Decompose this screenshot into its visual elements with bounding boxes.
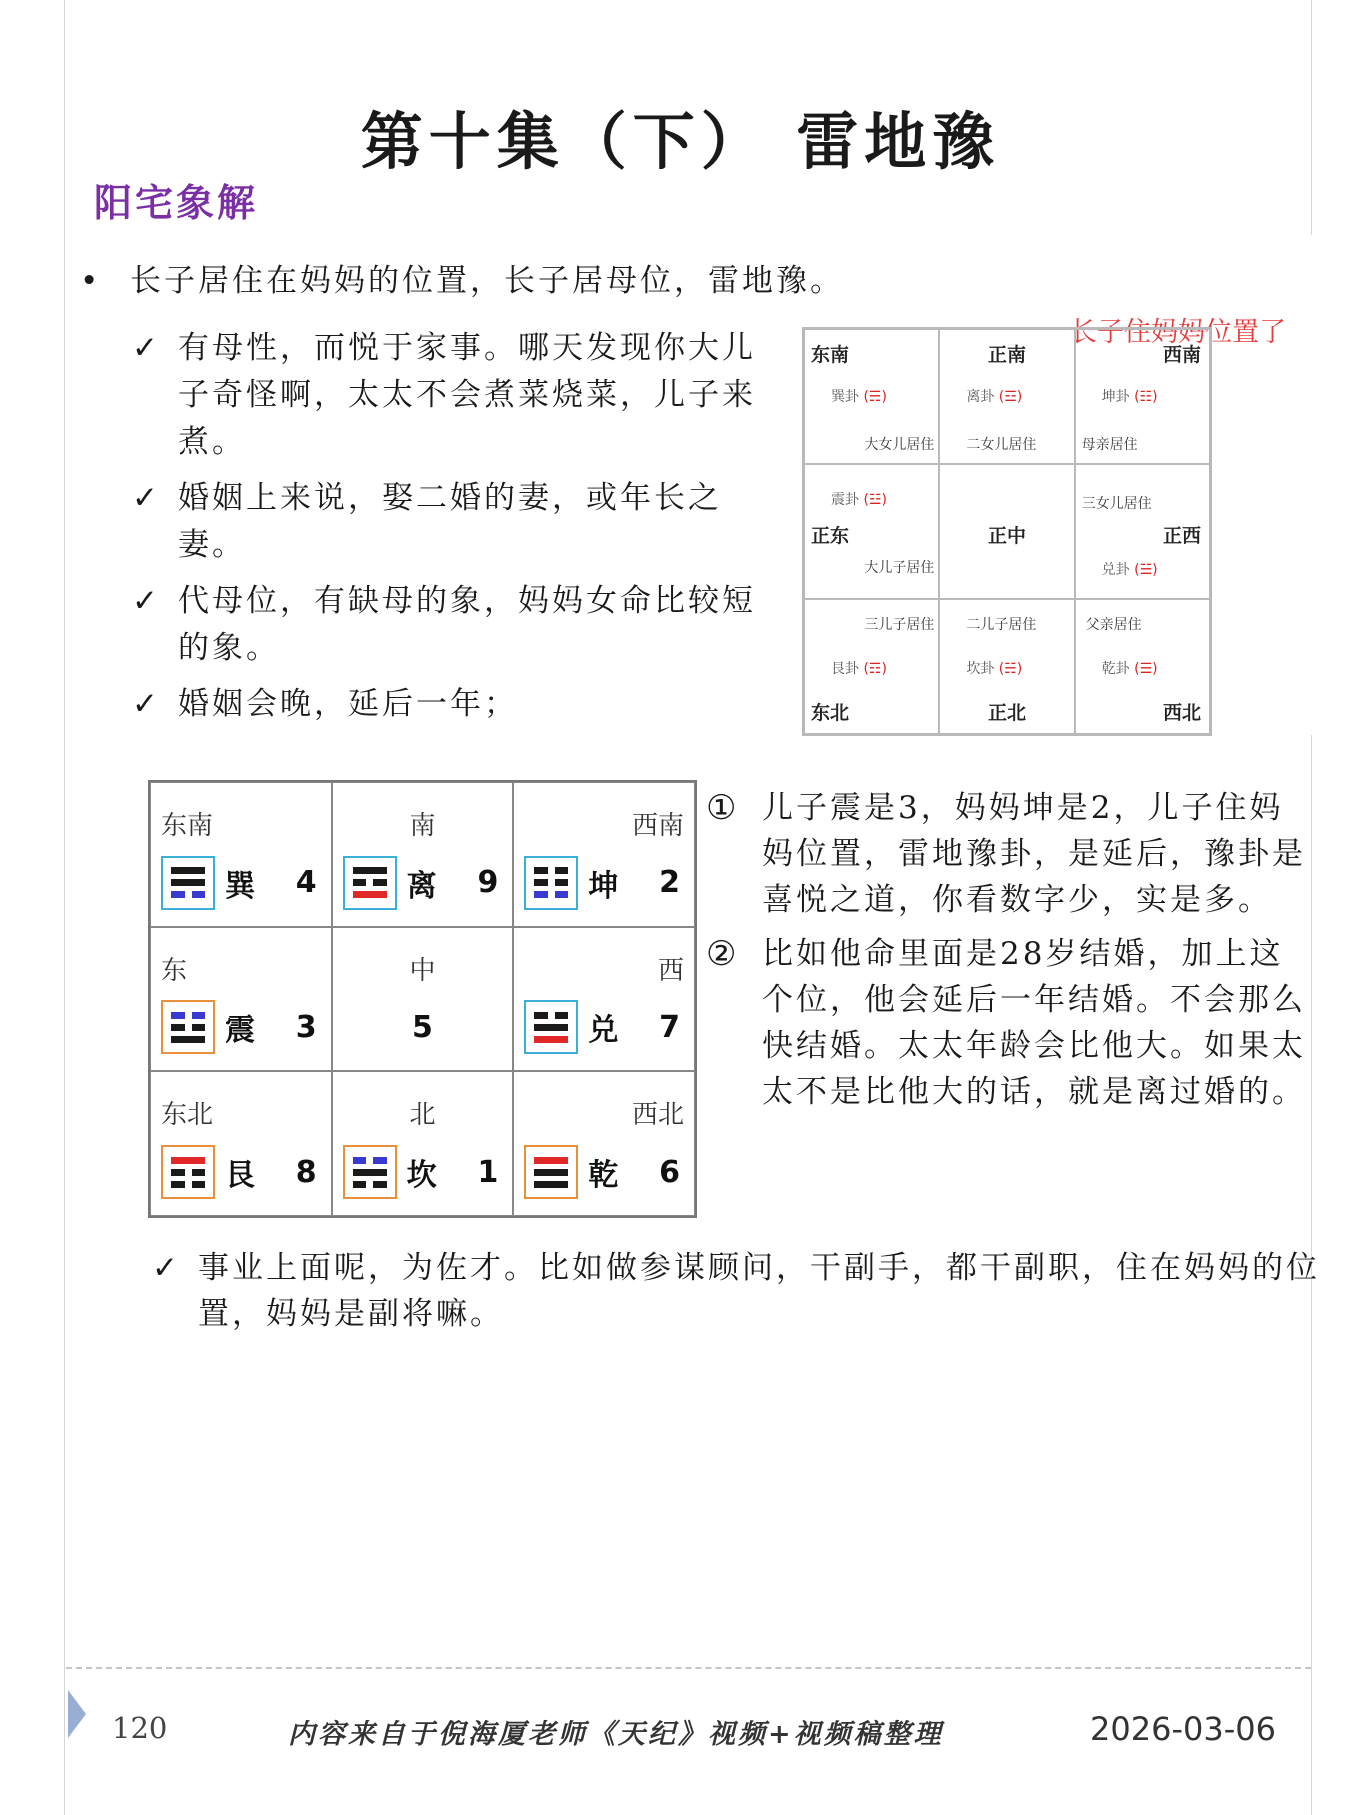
check-text: 婚姻上来说，娶二婚的妻，或年长之妻。 — [178, 480, 722, 563]
trigram-li-icon — [343, 856, 397, 910]
trigram-number: 1 — [477, 1154, 499, 1190]
check-icon: ✓ — [132, 480, 161, 516]
gua-label: 震卦 (☳) — [831, 492, 887, 508]
grid-cell-northwest — [513, 1071, 695, 1216]
trigram-kan-icon — [343, 1145, 397, 1199]
direction-label: 东 — [161, 955, 188, 986]
check-icon: ✓ — [132, 583, 161, 619]
main-bullet-text: 长子居住在妈妈的位置，长子居母位，雷地豫。 — [130, 263, 844, 299]
gua-label: 兑卦 (☱) — [1101, 562, 1158, 578]
check-text: 代母位，有缺母的象，妈妈女命比较短的象。 — [178, 583, 756, 666]
trigram-number: 2 — [659, 865, 680, 901]
check-item — [132, 475, 772, 569]
footer-date: 2026-03-06 — [1090, 1710, 1276, 1748]
trigram-name: 艮 — [225, 1158, 255, 1193]
trigram-zhen-icon — [161, 1000, 215, 1054]
main-bullet — [80, 255, 844, 300]
gua-label: 乾卦 (☰) — [1101, 661, 1158, 677]
check-item — [152, 1245, 1348, 1337]
direction-label: 东南 — [161, 811, 214, 841]
check-text: 事业上面呢，为佐才。比如做参谋顾问，干副手，都干副职，住在妈妈的位置，妈妈是副将嘛。 — [198, 1250, 1320, 1332]
trigram-number: 3 — [295, 1009, 317, 1045]
trigram-symbol: (☱) — [1134, 562, 1158, 578]
direction-label: 正中 — [987, 525, 1026, 547]
grid-cell-southeast — [804, 329, 939, 464]
check-text: 有母性，而悦于家事。哪天发现你大儿子奇怪啊，太太不会煮菜烧菜，儿子来煮。 — [178, 330, 756, 460]
gua-label: 坎卦 (☵) — [966, 661, 1023, 677]
page-left-rule — [64, 0, 65, 1815]
residence-bagua-grid — [802, 327, 1212, 736]
resident-label: 父亲居住 — [1085, 617, 1142, 633]
check-icon: ✓ — [132, 330, 161, 366]
note-number: ① — [706, 788, 740, 828]
direction-label: 西南 — [1162, 344, 1201, 366]
direction-label: 正南 — [987, 344, 1026, 366]
trigram-xun-icon — [161, 856, 215, 910]
check-item — [132, 578, 772, 672]
direction-label: 正东 — [811, 525, 850, 547]
grid-cell-east — [804, 464, 939, 599]
resident-label: 三女儿居住 — [1081, 496, 1152, 512]
gua-label: 坤卦 (☷) — [1101, 389, 1158, 405]
note-number: ② — [706, 934, 740, 974]
red-annotation: 长子住妈妈位置了 — [1070, 317, 1286, 348]
resident-label: 大女儿居住 — [864, 437, 935, 453]
trigram-name: 坎 — [406, 1158, 437, 1193]
trigram-gen-icon — [161, 1145, 215, 1199]
page-number: 120 — [112, 1711, 168, 1745]
page-title: 第十集（下） 雷地豫 — [360, 105, 1001, 178]
trigram-symbol: (☲) — [998, 389, 1023, 405]
direction-label: 东南 — [811, 344, 850, 366]
gua-label: 离卦 (☲) — [966, 389, 1023, 405]
trigram-dui-icon — [524, 1000, 578, 1054]
resident-label: 二儿子居住 — [966, 617, 1037, 633]
triangle-right-icon — [68, 1690, 86, 1738]
trigram-symbol: (☴) — [863, 389, 887, 405]
direction-label: 中 — [409, 955, 436, 986]
trigram-number: 9 — [477, 865, 499, 901]
direction-label: 北 — [409, 1100, 436, 1131]
grid-cell-northeast — [804, 599, 939, 734]
section-subtitle: 阳宅象解 — [94, 180, 259, 225]
check-item — [132, 325, 772, 466]
trigram-number: 6 — [659, 1154, 680, 1190]
grid-cell-south — [939, 329, 1074, 464]
check-icon: ✓ — [152, 1250, 181, 1286]
gua-label: 艮卦 (☶) — [831, 661, 887, 677]
check-item — [132, 681, 772, 728]
trigram-number: 7 — [659, 1009, 680, 1045]
trigram-symbol: (☰) — [1134, 661, 1158, 677]
grid-cell-north — [332, 1071, 514, 1216]
trigram-name: 兑 — [588, 1013, 619, 1049]
trigram-number: 4 — [295, 865, 317, 901]
resident-label: 三儿子居住 — [864, 617, 935, 633]
direction-label: 南 — [409, 811, 436, 841]
grid-cell-south — [332, 782, 514, 927]
direction-label: 东北 — [161, 1100, 214, 1131]
grid-cell-center — [332, 927, 514, 1072]
grid-cell-northeast — [150, 1071, 332, 1216]
numbered-notes — [706, 785, 1306, 1123]
check-text: 婚姻会晚，延后一年； — [178, 686, 518, 722]
direction-label: 正北 — [987, 702, 1026, 724]
grid-cell-southeast — [150, 782, 332, 927]
center-number: 5 — [412, 1009, 433, 1045]
note-item — [706, 931, 1306, 1115]
trigram-number: 8 — [295, 1154, 317, 1190]
grid-cell-north — [939, 599, 1074, 734]
resident-label: 二女儿居住 — [966, 437, 1037, 453]
trigram-symbol: (☳) — [863, 492, 887, 508]
direction-label: 西北 — [1162, 702, 1201, 724]
gua-label: 巽卦 (☴) — [831, 389, 887, 405]
grid-cell-west — [513, 927, 695, 1072]
direction-label: 西 — [657, 955, 684, 986]
grid-cell-center — [939, 464, 1074, 599]
trigram-symbol: (☵) — [998, 661, 1023, 677]
direction-label: 西北 — [631, 1100, 684, 1131]
grid-cell-southwest — [1075, 329, 1210, 464]
grid-cell-east — [150, 927, 332, 1072]
footer-source: 内容来自于倪海厦老师《天纪》视频+视频稿整理 — [288, 1719, 944, 1750]
trigram-name: 乾 — [588, 1158, 619, 1193]
grid-cell-west — [1075, 464, 1210, 599]
direction-label: 东北 — [811, 702, 850, 724]
trigram-qian-icon — [524, 1145, 578, 1199]
trigram-name: 坤 — [588, 868, 619, 904]
checklist — [132, 325, 772, 737]
trigram-symbol: (☶) — [863, 661, 887, 677]
trigram-name: 离 — [406, 868, 437, 904]
direction-label: 正西 — [1162, 525, 1201, 547]
luoshu-number-grid — [148, 780, 697, 1218]
trigram-name: 巽 — [225, 868, 255, 904]
bullet-dot-icon: • — [80, 263, 102, 299]
footer-divider — [66, 1667, 1311, 1669]
trigram-symbol: (☷) — [1134, 389, 1158, 405]
trigram-name: 震 — [225, 1013, 255, 1049]
check-icon: ✓ — [132, 686, 161, 722]
direction-label: 西南 — [631, 811, 684, 841]
grid-cell-northwest — [1075, 599, 1210, 734]
note-item — [706, 785, 1306, 923]
note-text: 比如他命里面是28岁结婚，加上这个位，他会延后一年结婚。不会那么快结婚。太太年龄会比他大。如果太太不是比他大的话，就是离过婚的。 — [762, 936, 1306, 1110]
resident-label: 大儿子居住 — [864, 560, 935, 576]
note-text: 儿子震是3，妈妈坤是2，儿子住妈妈位置，雷地豫卦，是延后，豫卦是喜悦之道，你看数字少，实是多。 — [762, 790, 1306, 918]
grid-cell-southwest — [513, 782, 695, 927]
resident-label: 母亲居住 — [1081, 437, 1138, 453]
trigram-kun-icon — [524, 856, 578, 910]
